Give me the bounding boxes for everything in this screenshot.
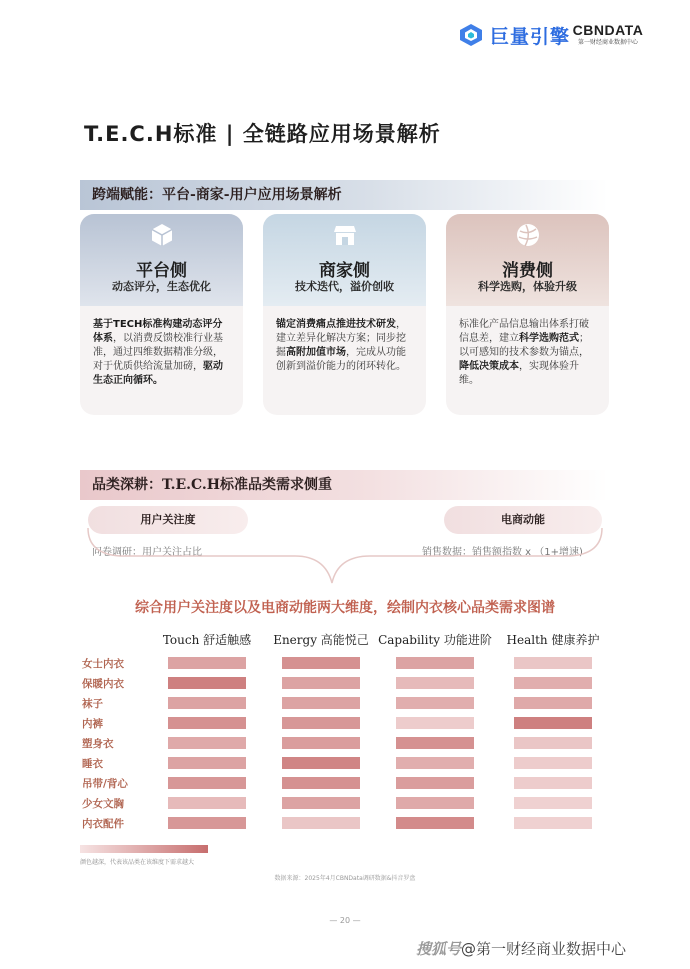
- heatmap-cell-3-2: [396, 717, 474, 729]
- heatmap-cell-2-1: [282, 697, 360, 709]
- heatmap-cell-5-2: [396, 757, 474, 769]
- column-header-2: Capability 功能进阶: [378, 633, 492, 647]
- bracket-connector: [80, 528, 610, 588]
- heatmap-cell-7-2: [396, 797, 474, 809]
- pill-user-attention-label: 用户关注度: [140, 513, 196, 526]
- heatmap-cell-4-3: [514, 737, 592, 749]
- heatmap-cell-6-2: [396, 777, 474, 789]
- heatmap-cell-6-1: [282, 777, 360, 789]
- section-2-title: 品类深耕：T.E.C.H标准品类需求侧重: [92, 477, 333, 493]
- legend-gradient: [80, 845, 208, 853]
- globe-icon: [515, 222, 541, 248]
- heatmap-cell-3-0: [168, 717, 246, 729]
- heatmap-cell-8-3: [514, 817, 592, 829]
- heatmap-cell-1-3: [514, 677, 592, 689]
- row-label-0: 女士内衣: [82, 658, 124, 670]
- heatmap-cell-3-1: [282, 717, 360, 729]
- pill-ecommerce-label: 电商动能: [501, 513, 545, 526]
- heatmap-cell-8-0: [168, 817, 246, 829]
- heatmap-cell-4-2: [396, 737, 474, 749]
- heatmap-cell-4-0: [168, 737, 246, 749]
- heatmap-cell-5-0: [168, 757, 246, 769]
- juliang-logo-text: 巨量引擎: [490, 25, 571, 48]
- section-1-title: 跨端赋能：平台-商家-用户应用场景解析: [92, 187, 342, 203]
- heatmap-cell-8-2: [396, 817, 474, 829]
- heatmap-cell-7-0: [168, 797, 246, 809]
- cbndata-logo-main: CBNDATA: [572, 22, 644, 38]
- cube-icon: [149, 222, 175, 248]
- card-platform-name: 平台侧: [136, 261, 187, 281]
- cbndata-logo: [572, 22, 644, 47]
- row-label-8: 内衣配件: [82, 818, 124, 830]
- page-number: — 20 —: [329, 916, 361, 925]
- cbndata-logo-sub: 第一财经商业数据中心: [577, 39, 638, 46]
- heatmap-cell-6-0: [168, 777, 246, 789]
- chart-heading: 综合用户关注度以及电商动能两大维度，绘制内衣核心品类需求图谱: [135, 600, 555, 616]
- heatmap-cell-0-0: [168, 657, 246, 669]
- column-header-0: Touch 舒适触感: [162, 633, 252, 647]
- card-consumer-body: 标准化产品信息输出体系打破信息差，建立科学选购范式；以可感知的技术参数为锚点，降低决策成本，实现体验升维。: [459, 319, 589, 386]
- heatmap-cell-0-1: [282, 657, 360, 669]
- heatmap-cell-7-1: [282, 797, 360, 809]
- heatmap-cell-4-1: [282, 737, 360, 749]
- heatmap-cell-7-3: [514, 797, 592, 809]
- row-label-7: 少女文胸: [82, 798, 124, 810]
- heatmap-cell-1-2: [396, 677, 474, 689]
- row-label-2: 袜子: [82, 698, 103, 710]
- row-label-3: 内裤: [82, 718, 103, 730]
- heatmap-cell-0-2: [396, 657, 474, 669]
- card-consumer-name: 消费侧: [502, 261, 553, 281]
- pill-ecommerce-sub: 销售数据：销售额指数 x （1+增速): [422, 547, 583, 558]
- section-2-bar: [80, 470, 608, 500]
- heatmap-cell-0-3: [514, 657, 592, 669]
- data-source: 数据来源：2025年4月CBNData调研数据&抖音罗盘: [274, 875, 416, 882]
- store-icon: [332, 222, 358, 248]
- card-consumer-subtitle: 科学选购，体验升级: [478, 280, 577, 293]
- heatmap-cell-3-3: [514, 717, 592, 729]
- heatmap-cell-2-0: [168, 697, 246, 709]
- heatmap-cell-6-3: [514, 777, 592, 789]
- column-header-1: Energy 高能悦己: [273, 633, 369, 647]
- card-merchant: [263, 214, 426, 415]
- card-merchant-name: 商家侧: [319, 261, 370, 281]
- card-consumer: [446, 214, 609, 415]
- heatmap-cell-1-1: [282, 677, 360, 689]
- page-title: T.E.C.H标准 | 全链路应用场景解析: [84, 122, 441, 146]
- card-platform-body: 基于TECH标准构建动态评分体系，以消费反馈校准行业基准，通过四维数据精准分级，对于优质供给流量加磅，驱动生态正向循环。: [93, 319, 223, 386]
- watermark-sohu: 搜狐号: [416, 940, 462, 958]
- heatmap-cell-1-0: [168, 677, 246, 689]
- row-label-1: 保暖内衣: [82, 678, 124, 690]
- juliang-logo-icon: [458, 22, 484, 48]
- row-label-5: 睡衣: [82, 758, 103, 770]
- card-platform-subtitle: 动态评分，生态优化: [112, 280, 211, 293]
- heatmap-cell-8-1: [282, 817, 360, 829]
- heatmap-cell-2-3: [514, 697, 592, 709]
- watermark-account: @第一财经商业数据中心: [461, 940, 627, 958]
- legend-note: 颜色越深，代表该品类在该维度下需求越大: [80, 859, 195, 866]
- card-merchant-subtitle: 技术迭代，溢价创收: [295, 280, 394, 293]
- section-1-bar: [80, 180, 608, 210]
- juliang-logo: [458, 22, 570, 48]
- heatmap-cell-5-3: [514, 757, 592, 769]
- column-header-3: Health 健康养护: [506, 633, 600, 647]
- watermark: [416, 938, 626, 959]
- row-label-4: 塑身衣: [82, 738, 114, 750]
- row-label-6: 吊带/背心: [82, 778, 128, 790]
- pill-user-attention-sub: 问卷调研：用户关注占比: [92, 547, 202, 558]
- heatmap-cell-2-2: [396, 697, 474, 709]
- heatmap-cell-5-1: [282, 757, 360, 769]
- card-merchant-body: 锚定消费痛点推进技术研发，建立差异化解决方案；同步挖掘高附加值市场，完成从功能创新到溢价能力的闭环转化。: [276, 319, 406, 372]
- card-platform: [80, 214, 243, 415]
